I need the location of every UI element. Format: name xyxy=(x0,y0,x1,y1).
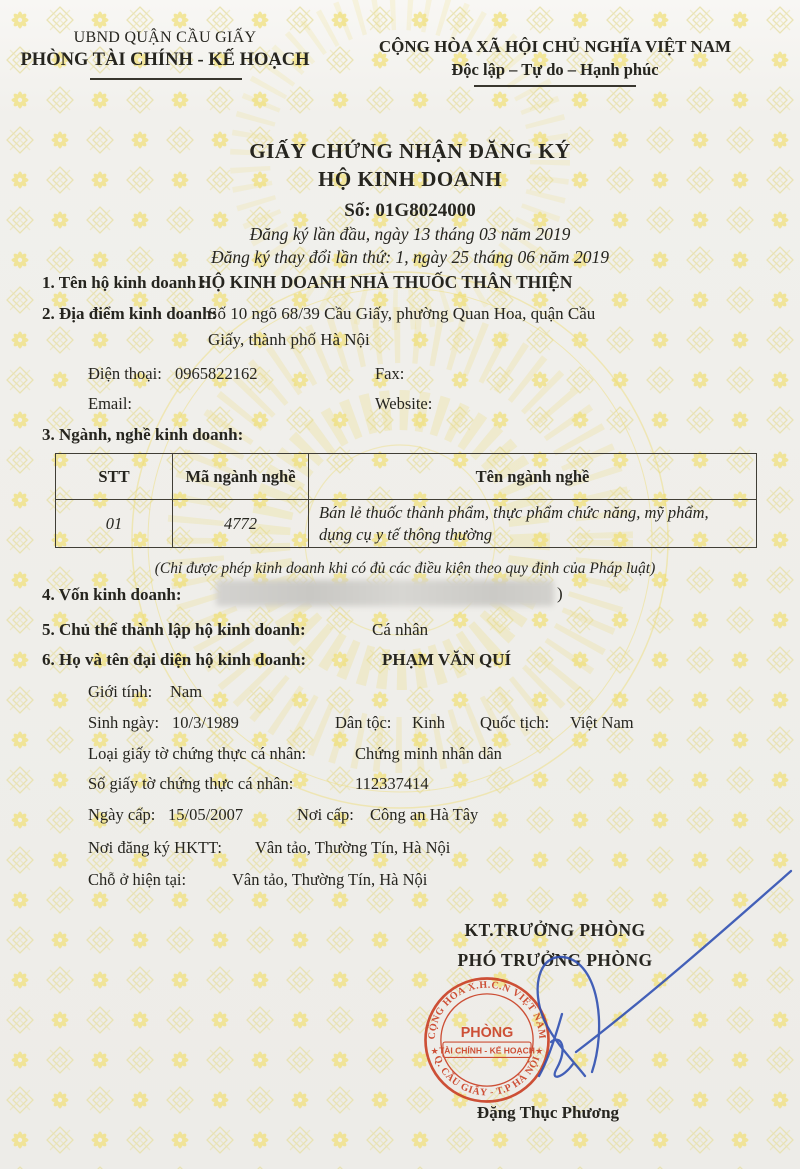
table-header-code: Mã ngành nghề xyxy=(173,454,309,500)
industry-table xyxy=(55,453,757,548)
business-name-value: HỘ KINH DOANH NHÀ THUỐC THÂN THIỆN xyxy=(198,272,573,292)
svg-text:Q. CẦU GIẤY - T.P HÀ NỘI xyxy=(431,1054,542,1098)
capital-label: 4. Vốn kinh doanh: xyxy=(42,585,182,604)
official-stamp xyxy=(405,958,569,1122)
id-type-value: Chứng minh nhân dân xyxy=(355,744,502,763)
fax-label: Fax: xyxy=(375,364,405,383)
gender-label: Giới tính: xyxy=(88,682,153,701)
amendment-line: Đăng ký thay đổi lần thứ: 1, ngày 25 tháng 06 năm 2019 xyxy=(211,247,609,267)
business-address-line2: Giấy, thành phố Hà Nội xyxy=(208,330,370,349)
website-label: Website: xyxy=(375,394,433,413)
stamp-star-right-icon: ★ xyxy=(535,1045,544,1056)
capital-suffix: ) xyxy=(557,584,563,603)
table-cell-name: Bán lẻ thuốc thành phẩm, thực phẩm chức năng, mỹ phẩm, dụng cụ y tế thông thường xyxy=(319,503,709,544)
stamp-star-left-icon: ★ xyxy=(430,1045,439,1056)
nationality-value: Việt Nam xyxy=(570,713,634,732)
ethnicity-value: Kinh xyxy=(412,713,445,732)
business-name-label: 1. Tên hộ kinh doanh : xyxy=(42,273,207,292)
signer-name: Đặng Thục Phương xyxy=(476,1103,620,1122)
national-title: CỘNG HÒA XÃ HỘI CHỦ NGHĨA VIỆT NAM xyxy=(378,37,732,56)
dob-label: Sinh ngày: xyxy=(88,713,160,732)
id-number-value: 112337414 xyxy=(355,774,429,793)
conditions-note: (Chỉ được phép kinh doanh khi có đủ các điều kiện theo quy định của Pháp luật) xyxy=(154,560,656,577)
representative-value: PHẠM VĂN QUÍ xyxy=(382,650,512,669)
issuer-department: PHÒNG TÀI CHÍNH - KẾ HOẠCH xyxy=(20,50,310,70)
issuer-underline xyxy=(90,78,242,80)
owner-type-value: Cá nhân xyxy=(372,620,429,639)
table-header-stt: STT xyxy=(56,454,173,500)
table-header-name: Tên ngành nghề xyxy=(309,454,756,500)
motto-underline xyxy=(474,85,636,87)
signer-title-line1: KT.TRƯỞNG PHÒNG xyxy=(464,920,646,940)
phone-value: 0965822162 xyxy=(175,364,258,383)
signer-title-line2: PHÓ TRƯỞNG PHÒNG xyxy=(457,950,653,970)
table-cell-stt: 01 xyxy=(56,500,173,547)
stamp-center-line2: TÀI CHÍNH - KẾ HOẠCH xyxy=(439,1045,535,1056)
table-cell-code: 4772 xyxy=(173,500,309,547)
owner-type-label: 5. Chủ thể thành lập hộ kinh doanh: xyxy=(42,620,306,639)
industry-section-label: 3. Ngành, nghề kinh doanh: xyxy=(42,425,244,444)
phone-label: Điện thoại: xyxy=(88,364,162,383)
id-number-label: Số giấy tờ chứng thực cá nhân: xyxy=(88,774,294,793)
issuer-name: UBND QUẬN CẦU GIẤY xyxy=(73,29,257,46)
issue-place-label: Nơi cấp: xyxy=(297,805,354,824)
ethnicity-label: Dân tộc: xyxy=(335,713,392,732)
representative-label: 6. Họ và tên đại diện hộ kinh doanh: xyxy=(42,650,307,669)
stamp-center-line1: PHÒNG xyxy=(460,1024,514,1041)
first-registration-line: Đăng ký lần đầu, ngày 13 tháng 03 năm 2019 xyxy=(249,224,571,244)
residence-label: Nơi đăng ký HKTT: xyxy=(88,838,222,857)
business-address-line1: Số 10 ngõ 68/39 Cầu Giấy, phường Quan Hoa, quận Cầu xyxy=(208,304,596,323)
residence-value: Vân tảo, Thường Tín, Hà Nội xyxy=(255,838,451,857)
dob-value: 10/3/1989 xyxy=(172,713,239,732)
gender-value: Nam xyxy=(170,682,203,701)
current-address-value: Vân tảo, Thường Tín, Hà Nội xyxy=(232,870,428,889)
certificate-number: Số: 01G8024000 xyxy=(344,200,476,221)
capital-redacted-value xyxy=(216,580,554,606)
business-address-label: 2. Địa điểm kinh doanh: xyxy=(42,304,218,323)
email-label: Email: xyxy=(88,394,132,413)
stamp-arc-bottom: Q. CẦU GIẤY - T.P HÀ NỘI xyxy=(431,1054,543,1099)
id-type-label: Loại giấy tờ chứng thực cá nhân: xyxy=(88,744,307,763)
nationality-label: Quốc tịch: xyxy=(480,713,550,732)
certificate-title-line2: HỘ KINH DOANH xyxy=(318,167,502,191)
stamp-arc-top: CỘNG HÒA X.H.C.N VIỆT NAM xyxy=(426,979,548,1040)
national-motto: Độc lập – Tự do – Hạnh phúc xyxy=(451,60,659,79)
issue-date-value: 15/05/2007 xyxy=(168,805,244,824)
issue-place-value: Công an Hà Tây xyxy=(370,805,479,824)
current-address-label: Chỗ ở hiện tại: xyxy=(88,870,187,889)
certificate-title-line1: GIẤY CHỨNG NHẬN ĐĂNG KÝ xyxy=(249,139,571,163)
issue-date-label: Ngày cấp: xyxy=(88,805,156,824)
